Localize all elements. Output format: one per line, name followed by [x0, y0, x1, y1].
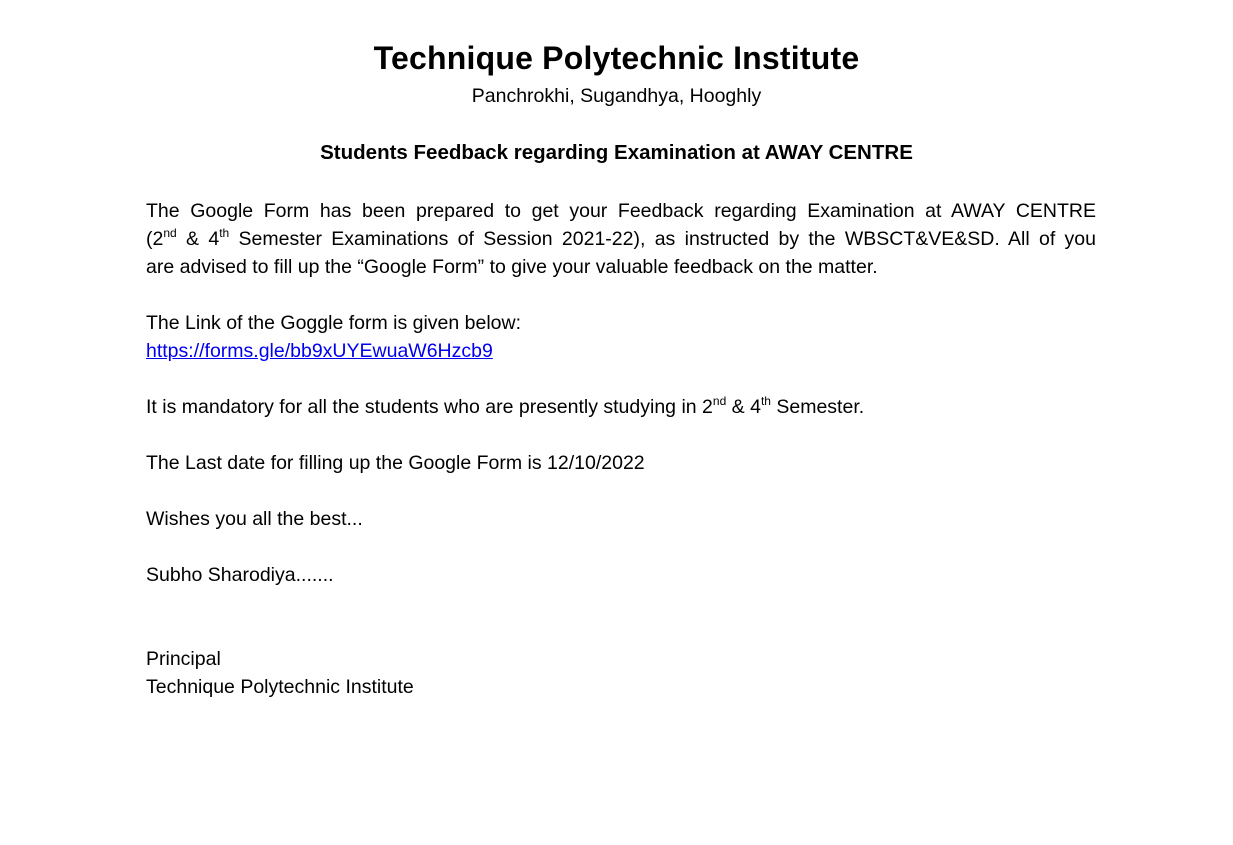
institute-title: Technique Polytechnic Institute [373, 40, 860, 76]
intro-line-3: are advised to fill up the “Google Form” to give your valuable feedback on the matter. [146, 256, 878, 278]
intro-line-2-mid: & 4 [176, 228, 220, 250]
notice-heading: Students Feedback regarding Examination at AWAY CENTRE [320, 141, 913, 164]
mandatory-part-3: Semester. [770, 396, 865, 418]
last-date-paragraph: The Last date for filling up the Google Form is 12/10/2022 [146, 452, 645, 474]
institute-address: Panchrokhi, Sugandhya, Hooghly [471, 85, 762, 107]
signatory-title: Principal [146, 648, 221, 670]
intro-line-2-rest: Semester Examinations of Session 2021-22), as instructed by the WBSCT&VE&SD. All of you [229, 228, 1097, 250]
link-label: The Link of the Goggle form is given below: [146, 312, 522, 334]
superscript-th: th [760, 393, 771, 408]
mandatory-paragraph [146, 393, 1096, 421]
intro-line-2 [146, 225, 1096, 253]
signatory-institute: Technique Polytechnic Institute [146, 676, 414, 698]
intro-paragraph [146, 197, 1096, 281]
wishes-paragraph: Wishes you all the best... [146, 508, 363, 530]
google-form-link[interactable]: https://forms.gle/bb9xUYEwuaW6Hzcb9 [146, 340, 493, 362]
greeting-paragraph: Subho Sharodiya....... [146, 564, 334, 586]
signature-block [146, 645, 1096, 701]
link-section [146, 309, 1096, 365]
superscript-nd: nd [163, 225, 177, 240]
superscript-th: th [219, 225, 230, 240]
mandatory-part-1: It is mandatory for all the students who are presently studying in 2 [146, 396, 713, 418]
superscript-nd: nd [712, 393, 727, 408]
mandatory-part-2: & 4 [726, 396, 761, 418]
intro-line-1: The Google Form has been prepared to get your Feedback regarding Examination at AWAY CENTRE [146, 200, 1096, 222]
intro-line-2-open: (2 [146, 228, 164, 250]
